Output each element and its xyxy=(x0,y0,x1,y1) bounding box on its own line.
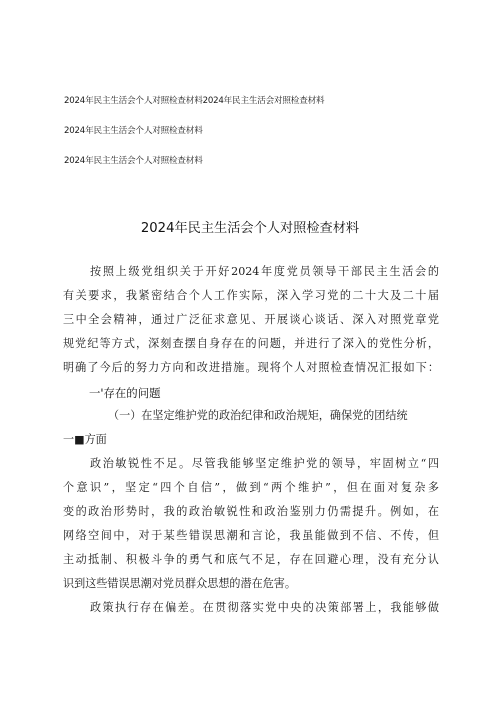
para1-line-3: 变的政治形势时，我的政治敏锐性和政治鉴别力仍需提升。例如，在 xyxy=(63,505,439,518)
intro-line-4: 规党纪等方式，深刻查摆自身存在的问题，并进行了深入的党性分析， xyxy=(63,337,439,350)
intro-line-3: 三中全会精神，通过广泛征求意见、开展谈心谈话、深入对照党章党 xyxy=(63,313,439,326)
intro-line-1: 按照上级党组织关于开好2024年度党员领导干部民主生活会的 xyxy=(90,265,439,278)
para2-line-1: 政策执行存在偏差。在贯彻落实党中央的决策部署上，我能够做 xyxy=(90,601,439,614)
section-heading-problems: 一'存在的问题 xyxy=(89,386,161,400)
header-line-1: 2024年民主生活会个人对照检查材料2024年民主生活会对照检查材料 xyxy=(64,96,325,106)
header-line-2: 2024年民主生活会个人对照检查材料 xyxy=(64,126,203,136)
para1-line-6: 识到这些错误思潮对党员群众思想的潜在危害。 xyxy=(63,577,296,590)
intro-line-2: 有关要求，我紧密结合个人工作实际，深入学习党的二十大及二十届 xyxy=(63,289,439,302)
subsection-heading-line-2: 一■方面 xyxy=(63,433,107,446)
subsection-heading-line-1: （一）在坚定维护党的政治纪律和政治规矩，确保党的团结统 xyxy=(108,409,408,422)
para1-line-1: 政治敏锐性不足。尽管我能够坚定维护党的领导，牢固树立“四 xyxy=(90,457,439,470)
para1-line-5: 主动抵制、积极斗争的勇气和底气不足，存在回避心理，没有充分认 xyxy=(63,553,439,566)
intro-line-5: 明确了今后的努力方向和改进措施。现将个人对照检查情况汇报如下： xyxy=(63,361,439,374)
document-title: 2024年民主生活会个人对照检查材料 xyxy=(140,221,360,236)
header-line-3: 2024年民主生活会个人对照检查材料 xyxy=(64,156,203,166)
para1-line-4: 网络空间中，对于某些错误思潮和言论，我虽能做到不信、不传，但 xyxy=(63,529,439,542)
para1-line-2: 个意识”，坚定“四个自信”，做到“两个维护”，但在面对复杂多 xyxy=(63,481,439,494)
